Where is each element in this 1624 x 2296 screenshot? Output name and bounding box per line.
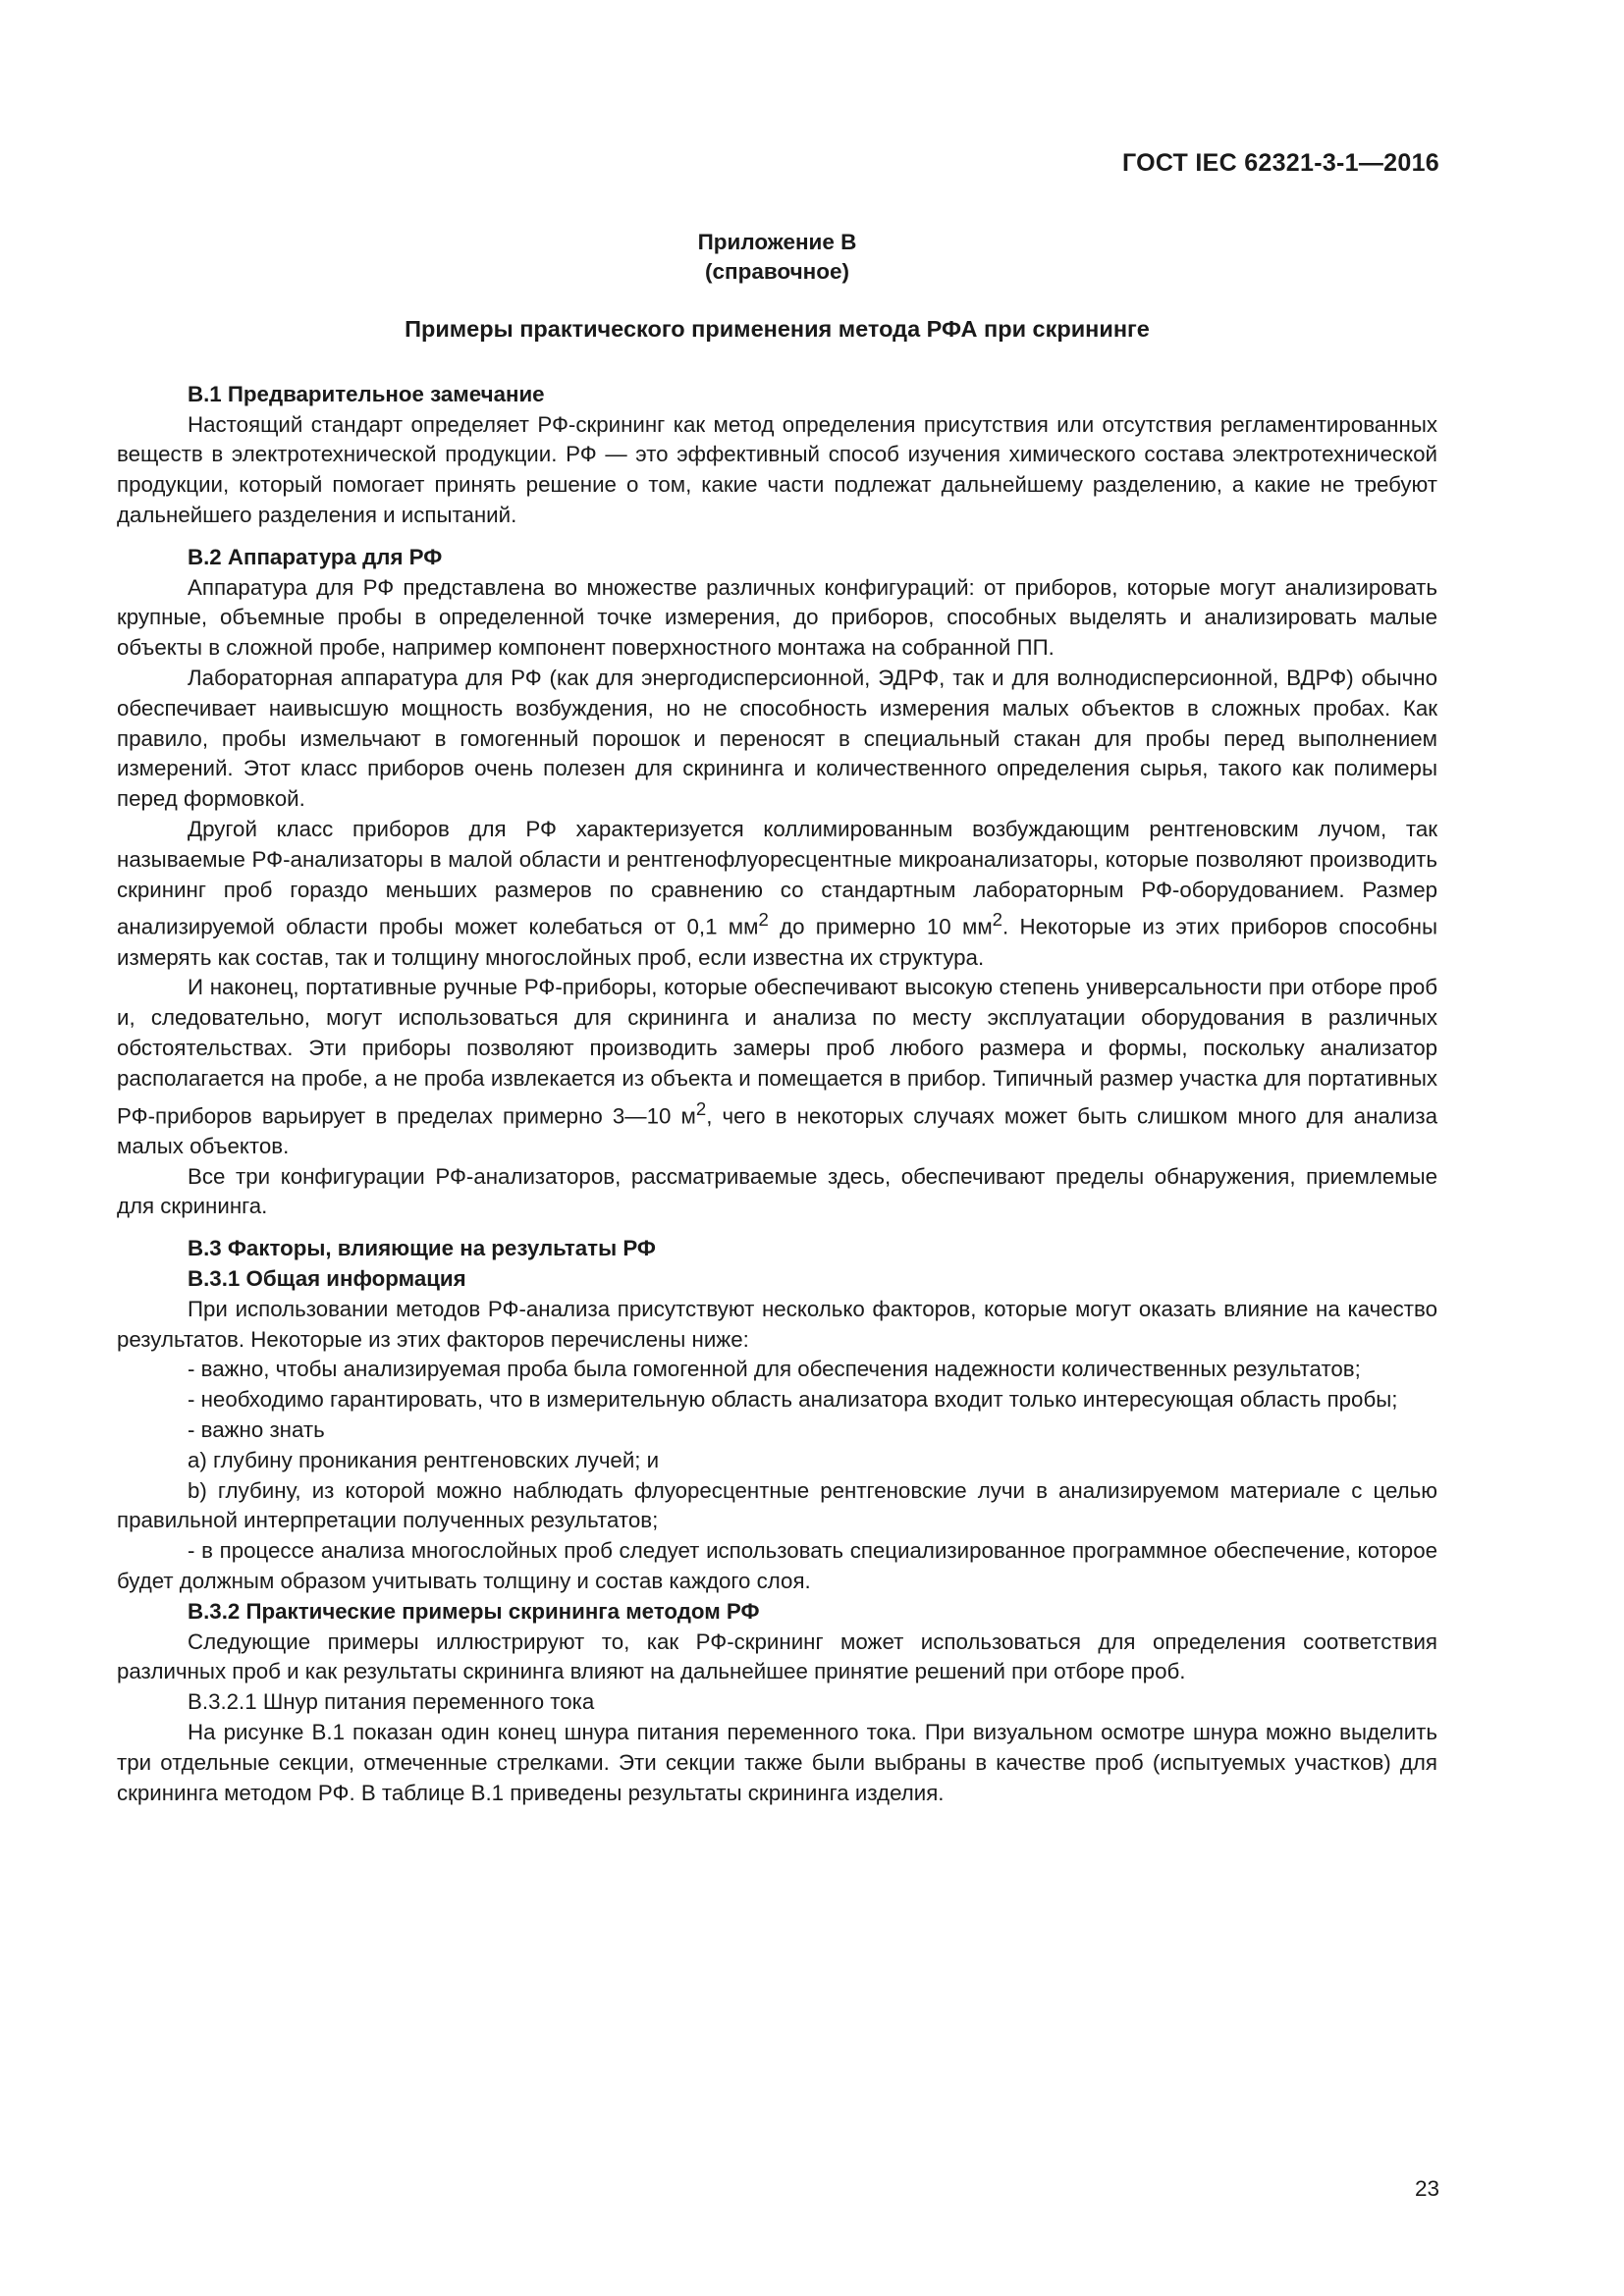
section-b321-heading: В.3.2.1 Шнур питания переменного тока [188,1689,595,1715]
section-b1-paragraph: Настоящий стандарт определяет РФ-скрининг как метод определения присутствия или отсутствия регламентированных веществ в электротехнической продукции. РФ — это эффективный способ изучения химического состава электротехнической продукции, который помогает принять решение о том, какие части подлежат дальнейшему разделению, а какие не требуют дальнейшего разделения и испытаний. [117,411,1437,527]
p3-superscript-1: 2 [758,909,769,931]
p3-text-2: до примерно 10 мм [768,914,993,939]
section-b32-heading: В.3.2 Практические примеры скрининга методом РФ [188,1598,760,1624]
annex-label: Приложение В [697,230,857,254]
section-b2-paragraph-5: Все три конфигурации РФ-анализаторов, рассматриваемые здесь, обеспечивают пределы обнаружения, приемлемые для скрининга. [117,1163,1437,1219]
section-b2-paragraph-2: Лабораторная аппаратура для РФ (как для энергодисперсионной, ЭДРФ, так и для волнодисперсионной, ВДРФ) обычно обеспечивает наивысшую мощность возбуждения, но не способность измерения малых объектов в сложных пробах. Как правило, пробы измельчают в гомогенный порошок и переносят в специальный стакан для пробы перед выполнением измерений. Этот класс приборов очень полезен для скрининга и количественного определения сырья, такого как полимеры перед формовкой. [117,665,1437,812]
p4-text-1: И наконец, портативные ручные РФ-приборы, которые обеспечивают высокую степень универсальности при отборе проб и, следовательно, могут использоваться для скрининга и анализа по месту эксплуатации оборудования в различных обстоятельствах. Эти приборы позволяют производить замеры проб любого размера и формы, поскольку анализатор располагается на пробе, а не проба извлекается из объекта и помещается в прибор. Типичный размер участка для портативных РФ-приборов варьирует в пределах примерно 3—10 м [117,975,1437,1128]
document-id: ГОСТ IEC 62321-3-1—2016 [1121,149,1439,177]
p4-text-2: , чего в некоторых случаях может быть слишком много для анализа малых объектов. [117,1102,1437,1158]
page-content [117,228,1437,1808]
p3-superscript-2: 2 [992,909,1002,931]
section-b2-paragraph-1: Аппаратура для РФ представлена во множестве различных конфигураций: от приборов, которые могут анализировать крупные, объемные пробы в определенной точке измерения, до приборов, способных выделять и анализировать малые объекты в сложной пробе, например компонент поверхностного монтажа на собранной ПП. [117,574,1437,661]
annex-title: Примеры практического применения метода РФА при скрининге [405,316,1150,342]
list-item: - важно знать [188,1416,325,1442]
section-b3-heading: В.3 Факторы, влияющие на результаты РФ [188,1236,656,1261]
section-b2-paragraph-4 [117,973,1437,1161]
section-b2-paragraph-3 [117,815,1437,973]
section-b2-heading: В.2 Аппаратура для РФ [188,544,443,569]
list-subitem-b: b) глубину, из которой можно наблюдать флуоресцентные рентгеновские лучи в анализируемом материале с целью правильной интерпретации полученных результатов; [117,1477,1437,1533]
annex-kind: (справочное) [705,259,849,284]
section-b31-paragraph: При использовании методов РФ-анализа присутствуют несколько факторов, которые могут оказать влияние на качество результатов. Некоторые из этих факторов перечислены ниже: [117,1296,1437,1352]
p3-text-3: . Некоторые из этих приборов способны измерять как состав, так и толщину многослойных проб, если известна их структура. [117,914,1437,970]
list-item: - важно, чтобы анализируемая проба была гомогенной для обеспечения надежности количественных результатов; [188,1357,1361,1382]
section-b31-heading: В.3.1 Общая информация [188,1265,466,1291]
page-number: 23 [1414,2176,1439,2201]
section-b321-paragraph: На рисунке В.1 показан один конец шнура питания переменного тока. При визуальном осмотре шнура можно выделить три отдельные секции, отмеченные стрелками. Эти секции также были выбраны в качестве проб (испытуемых участков) для скрининга методом РФ. В таблице В.1 приведены результаты скрининга изделия. [117,1719,1437,1805]
p4-superscript: 2 [695,1097,707,1119]
list-subitem-a: а) глубину проникания рентгеновских лучей; и [188,1447,660,1472]
section-b1-heading: В.1 Предварительное замечание [188,381,545,406]
p3-text-1: Другой класс приборов для РФ характеризуется коллимированным возбуждающим рентгеновским лучом, так называемые РФ-анализаторы в малой области и рентгенофлуоресцентные микроанализаторы, которые позволяют производить скрининг проб гораздо меньших размеров по сравнению со стандартным лабораторным РФ-оборудованием. Размер анализируемой области пробы может колебаться от 0,1 мм [117,816,1437,939]
section-b32-paragraph-1: Следующие примеры иллюстрируют то, как РФ-скрининг может использоваться для определения соответствия различных проб и как результаты скрининга влияют на дальнейшее принятие решений при отборе проб. [117,1629,1437,1684]
list-item: - необходимо гарантировать, что в измерительную область анализатора входит только интересующая область пробы; [188,1387,1398,1413]
list-item: - в процессе анализа многослойных проб следует использовать специализированное программное обеспечение, которое будет должным образом учитывать толщину и состав каждого слоя. [117,1538,1437,1593]
